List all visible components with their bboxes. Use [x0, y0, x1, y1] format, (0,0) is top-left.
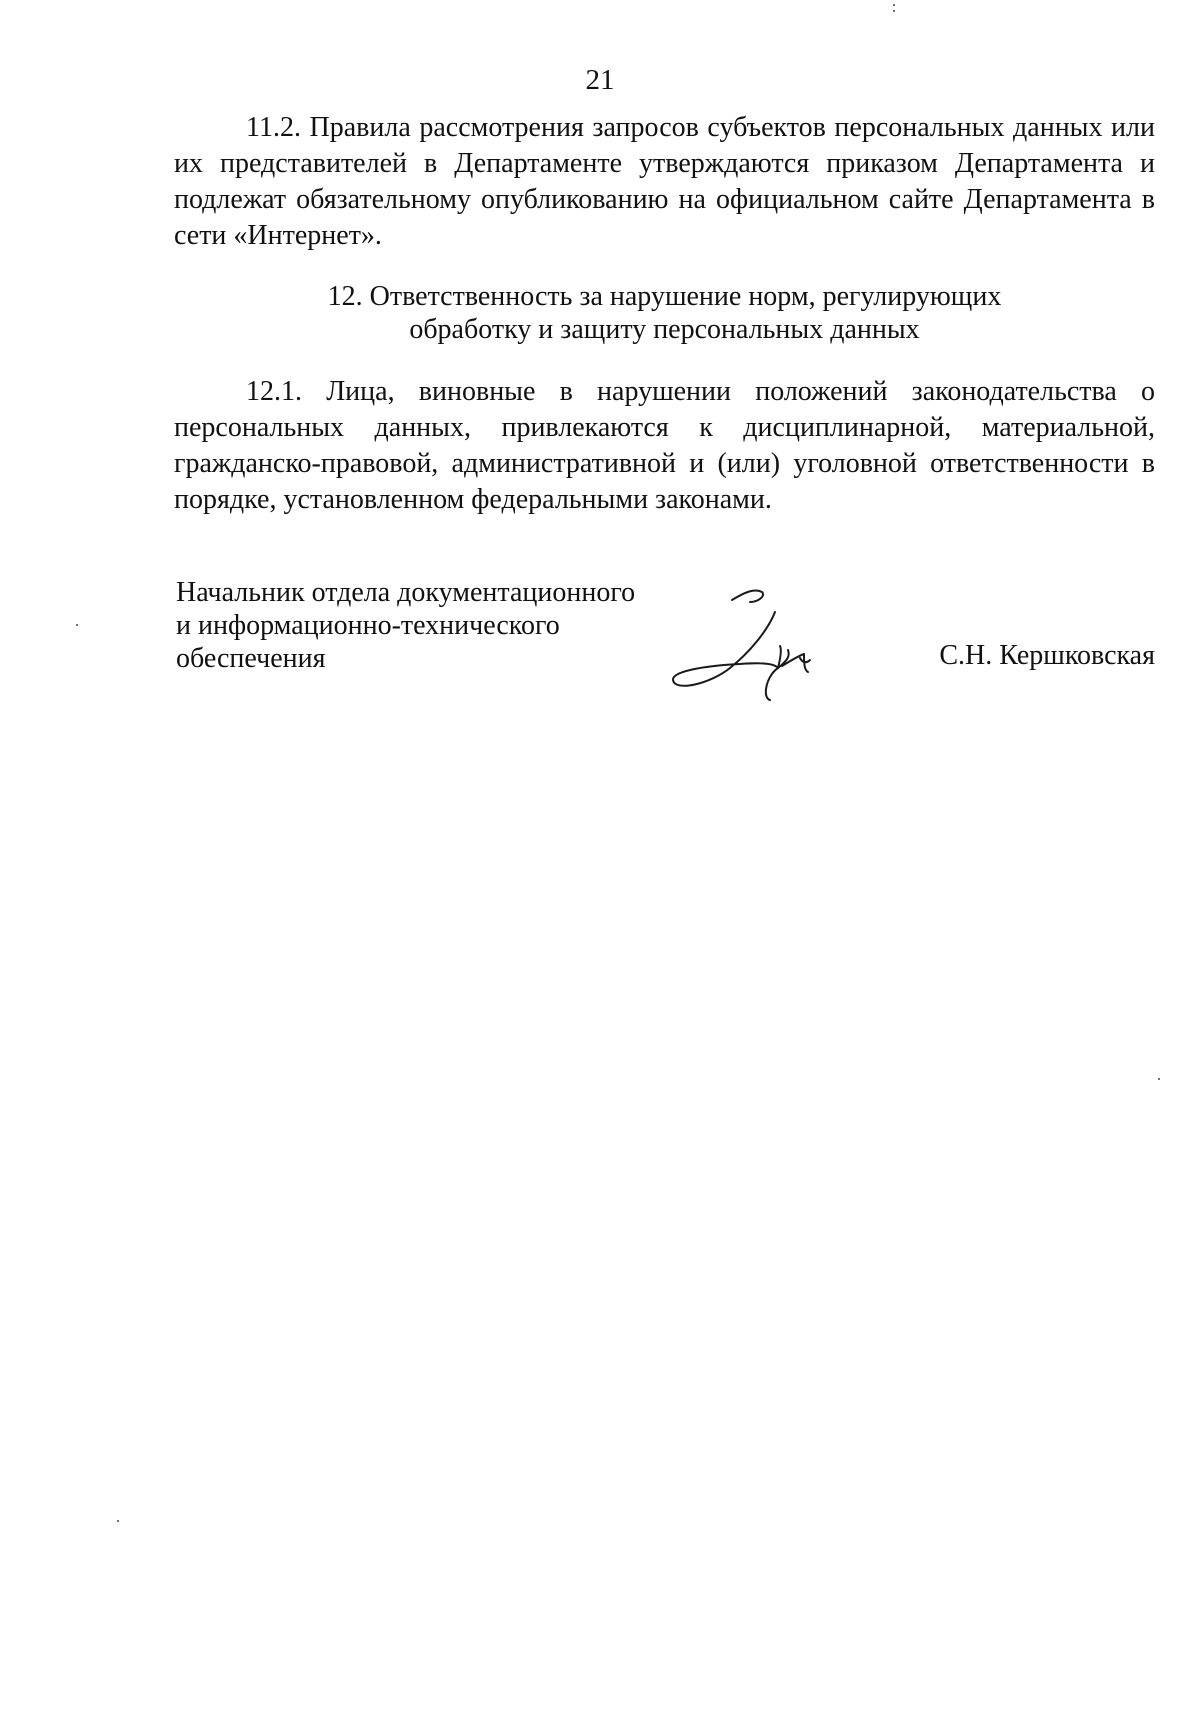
signatory-position-line-1: Начальник отдела документационного — [176, 577, 636, 608]
signatory-position-line-3: обеспечения — [176, 643, 326, 674]
scan-speck — [76, 624, 78, 626]
signatory-name: С.Н. Кершковская — [939, 640, 1155, 671]
section-12-heading-line-2: обработку и защиту персональных данных — [409, 314, 920, 345]
paragraph-12-1: 12.1. Лица, виновные в нарушении положений законодательства о персональных данных, привлекаются к дисциплинарной, материальной, гражданско-правовой, административной и (или) уголовной ответственности в порядке, установленном федеральными законами. — [174, 376, 1155, 515]
section-12-heading-line-1: 12. Ответственность за нарушение норм, регулирующих — [327, 281, 1002, 312]
signatory-position-line-2: и информационно-технического — [176, 610, 560, 641]
handwritten-signature — [670, 580, 870, 712]
scan-speck — [893, 4, 895, 6]
scan-speck — [893, 10, 895, 12]
scan-speck — [117, 1520, 119, 1522]
paragraph-11-2: 11.2. Правила рассмотрения запросов субъектов персональных данных или их представителей в Департаменте утверждаются приказом Департамента и подлежат обязательному опубликованию на официальном сайте Департамента в сети «Интернет». — [174, 112, 1155, 251]
scan-speck — [1158, 1078, 1160, 1080]
section-12-heading — [174, 280, 1155, 346]
page-number: 21 — [585, 64, 615, 96]
signatory-position — [176, 576, 696, 675]
